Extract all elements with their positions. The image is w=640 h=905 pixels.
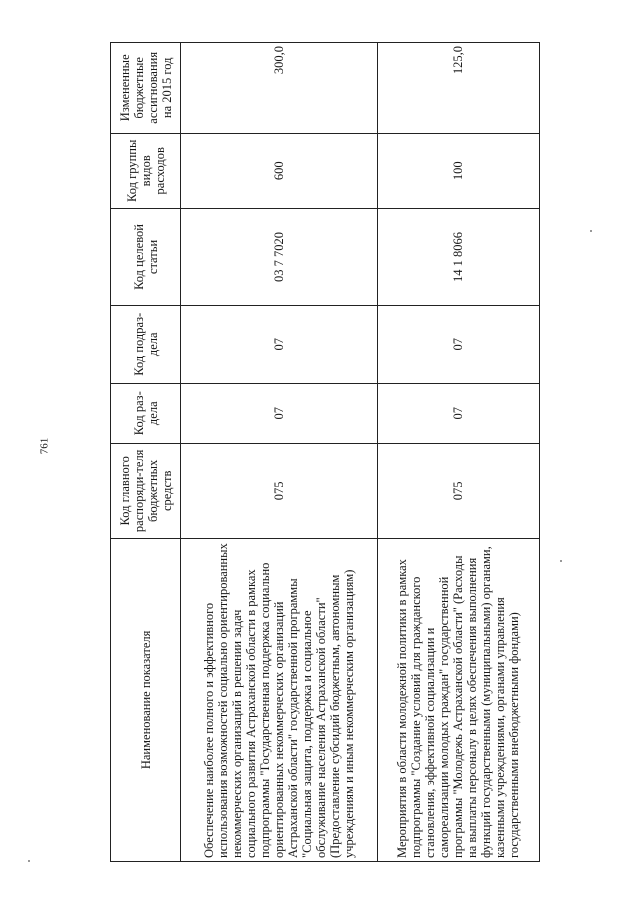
header-section-code: Код раз-дела bbox=[111, 383, 181, 443]
rotated-table-container bbox=[110, 42, 540, 862]
row-budget-allocation: 125,0 bbox=[377, 43, 539, 134]
budget-table bbox=[110, 42, 540, 862]
row-chief-manager-code: 075 bbox=[181, 443, 378, 538]
scan-speck bbox=[590, 230, 592, 232]
header-subsection-code: Код подраз-дела bbox=[111, 305, 181, 383]
row-subsection-code: 07 bbox=[181, 305, 378, 383]
scan-speck bbox=[560, 560, 562, 562]
header-budget-allocation: Измененные бюджетные ассигнования на 2015 год bbox=[111, 43, 181, 134]
header-name: Наименование показателя bbox=[111, 538, 181, 861]
table-row bbox=[377, 43, 539, 862]
row-subsection-code: 07 bbox=[377, 305, 539, 383]
row-chief-manager-code: 075 bbox=[377, 443, 539, 538]
row-name: Обеспечение наиболее полного и эффективного использования возможностей социально ориентированных некоммерческих организаций в решении задач социального развития Астраханской области в рамках подпрограммы "Государственная поддержка социально ориентированных некоммерческих организаций Астраханской области" государственной программы "Социальная защита, поддержка и социальное обслуживание населения Астраханской области" (Предоставление субсидий бюджетным, автономным учреждениям и иным некоммерческим организациям) bbox=[181, 538, 378, 861]
row-name: Мероприятия в области молодежной политики в рамках подпрограммы "Создание условий для гражданского становления, эффективной социализации и самореализации молодых граждан" государственной программы "Молодежь Астраханской области" (Расходы на выплаты персоналу в целях обеспечения выполнения функций государственными (муниципальными) органами, казенными учреждениями, органами управления государственными внебюджетными фондами) bbox=[377, 538, 539, 861]
row-section-code: 07 bbox=[377, 383, 539, 443]
row-section-code: 07 bbox=[181, 383, 378, 443]
header-target-article-code: Код целевой статьи bbox=[111, 208, 181, 305]
row-target-article-code: 14 1 8066 bbox=[377, 208, 539, 305]
header-chief-manager-code: Код главного распоряди-теля бюджетных средств bbox=[111, 443, 181, 538]
scan-speck bbox=[28, 860, 30, 862]
header-expense-group-code: Код группы видов расходов bbox=[111, 133, 181, 208]
row-expense-group-code: 100 bbox=[377, 133, 539, 208]
table-row bbox=[181, 43, 378, 862]
row-budget-allocation: 300,0 bbox=[181, 43, 378, 134]
table-header-row bbox=[111, 43, 181, 862]
page-number: 761 bbox=[38, 437, 51, 455]
row-expense-group-code: 600 bbox=[181, 133, 378, 208]
row-target-article-code: 03 7 7020 bbox=[181, 208, 378, 305]
